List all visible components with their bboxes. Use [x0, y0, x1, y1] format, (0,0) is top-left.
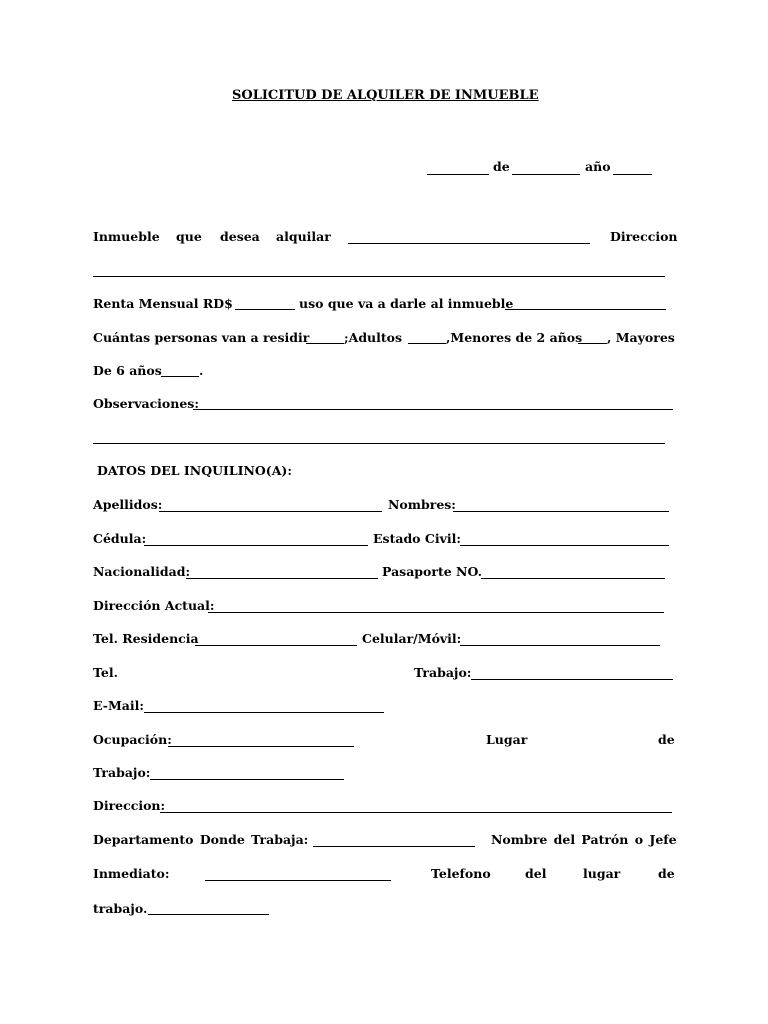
lugar2-label: lugar — [583, 866, 621, 881]
tel-residencia-blank[interactable] — [195, 645, 357, 646]
tel-label: Tel. — [93, 665, 118, 680]
personas-blank[interactable] — [306, 343, 344, 344]
trabajo2-label: Trabajo: — [93, 765, 151, 780]
tel-residencia-label: Tel. Residencia — [93, 631, 199, 646]
nombres-label: Nombres: — [388, 497, 456, 512]
tel-trabajo-blank[interactable] — [471, 679, 673, 680]
inmueble-word: Inmueble — [93, 229, 160, 244]
departamento-blank[interactable] — [313, 846, 475, 847]
del-label: del — [525, 866, 547, 881]
cedula-blank[interactable] — [144, 545, 368, 546]
de-label: de — [658, 732, 675, 747]
inmediato-label: Inmediato: — [93, 866, 170, 881]
trabajo-label: Trabajo: — [414, 665, 472, 680]
menores-label: ,Menores de 2 años — [446, 330, 583, 345]
pasaporte-blank[interactable] — [481, 578, 665, 579]
de2-label: de — [658, 866, 675, 881]
nacionalidad-blank[interactable] — [186, 578, 378, 579]
de6-end: . — [199, 363, 204, 378]
pasaporte-label: Pasaporte NO. — [382, 564, 482, 579]
form-title: SOLICITUD DE ALQUILER DE INMUEBLE — [232, 88, 539, 103]
de6-blank[interactable] — [161, 376, 199, 377]
direccion-actual-blank[interactable] — [208, 612, 664, 613]
departamento-label: Departamento Donde Trabaja: — [93, 832, 309, 847]
estado-civil-blank[interactable] — [460, 545, 669, 546]
personas-label: Cuántas personas van a residir — [93, 330, 310, 345]
adultos-blank[interactable] — [408, 343, 446, 344]
observaciones-blank-2[interactable] — [93, 443, 665, 444]
observaciones-blank[interactable] — [193, 409, 673, 410]
day-blank[interactable] — [427, 174, 489, 175]
lugar-label: Lugar — [486, 732, 528, 747]
email-blank[interactable] — [144, 712, 384, 713]
estado-civil-label: Estado Civil: — [373, 531, 461, 546]
ocupacion-label: Ocupación: — [93, 732, 172, 747]
year-blank[interactable] — [613, 174, 652, 175]
cedula-label: Cédula: — [93, 531, 147, 546]
apellidos-blank[interactable] — [159, 511, 382, 512]
telefono-trabajo-blank[interactable] — [148, 914, 269, 915]
desea-word: desea — [220, 229, 260, 244]
apellidos-label: Apellidos: — [93, 497, 163, 512]
renta-blank[interactable] — [235, 309, 295, 310]
email-label: E-Mail: — [93, 698, 144, 713]
alquilar-word: alquilar — [276, 229, 331, 244]
direccion-label: Direccion — [610, 229, 678, 244]
celular-label: Celular/Móvil: — [362, 631, 462, 646]
de6-label: De 6 años — [93, 363, 162, 378]
direccion-actual-label: Dirección Actual: — [93, 598, 215, 613]
ocupacion-blank[interactable] — [168, 746, 354, 747]
direccion-trabajo-blank[interactable] — [160, 812, 672, 813]
nombres-blank[interactable] — [453, 511, 669, 512]
date-ano-label: año — [585, 159, 611, 174]
property-blank[interactable] — [348, 243, 590, 244]
tenant-heading: DATOS DEL INQUILINO(A): — [97, 463, 292, 478]
celular-blank[interactable] — [460, 645, 660, 646]
adultos-label: ;Adultos — [344, 330, 403, 345]
lugar-trabajo-blank[interactable] — [150, 779, 344, 780]
observaciones-label: Observaciones: — [93, 396, 199, 411]
menores-blank[interactable] — [578, 343, 607, 344]
direccion-trabajo-label: Direccion: — [93, 798, 166, 813]
nacionalidad-label: Nacionalidad: — [93, 564, 191, 579]
direccion-blank[interactable] — [93, 276, 665, 277]
uso-blank[interactable] — [505, 309, 666, 310]
que-word: que — [176, 229, 202, 244]
date-de-label: de — [493, 159, 510, 174]
mayores-label: , Mayores — [607, 330, 675, 345]
trabajo3-label: trabajo. — [93, 901, 148, 916]
telefono-label: Telefono — [431, 866, 491, 881]
month-blank[interactable] — [512, 174, 580, 175]
inmediato-blank[interactable] — [205, 880, 391, 881]
renta-label: Renta Mensual RD$ — [93, 296, 233, 311]
uso-label: uso que va a darle al inmueble — [299, 296, 514, 311]
nombre-patron-label: Nombre del Patrón o Jefe — [491, 832, 677, 847]
